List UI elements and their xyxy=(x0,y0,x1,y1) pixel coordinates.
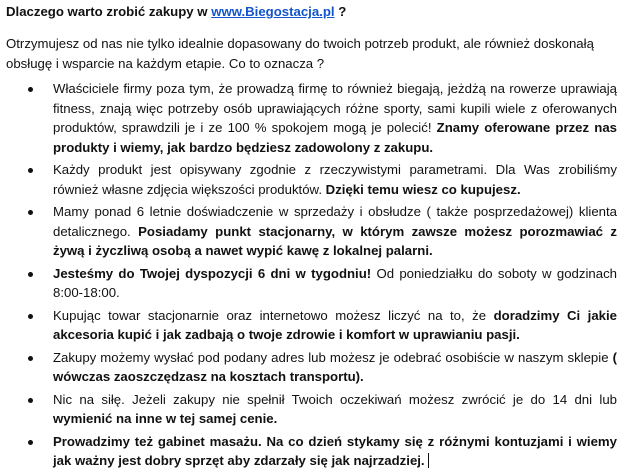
item-text: Mamy ponad 6 letnie doświadczenie w sprzedaży i obsłudze ( także posprzedażowej) klienta detalicznego. xyxy=(53,204,617,239)
item-text: Właściciele firmy poza tym, że prowadzą firmę to również biegają, jeżdżą na rowerze uprawiają fitness, znają więc potrzeby osób uprawiających różne sporty, sami kupili wiele z oferowanych produktów, sprawdzili je i ze 100 % spokojem mogą je polecić! xyxy=(53,81,617,135)
item-bold-text: Prowadzimy też gabinet masażu. Na co dzień stykamy się z różnymi kontuzjami i wiemy jak ważny jest dobry sprzęt aby zdarzały się jak najrzadziej. xyxy=(53,433,617,468)
item-bold-text: Posiadamy punkt stacjonarny, w którym zawsze możesz porozmawiać z żywą i życzliwą osobą a nawet wypić kawę z lokalnej palarni. xyxy=(53,223,617,258)
item-bold-text: wymienić na inne w tej samej cenie. xyxy=(53,411,278,426)
site-link[interactable]: www.Biegostacja.pl xyxy=(211,4,335,19)
bullet-icon xyxy=(28,314,33,319)
text-cursor xyxy=(428,453,429,468)
bullet-icon xyxy=(28,398,33,403)
list-item xyxy=(0,306,631,345)
list-item xyxy=(0,264,631,303)
benefits-list xyxy=(0,79,631,474)
item-text: Kupując towar stacjonarnie oraz internetowo możesz liczyć na to, że xyxy=(53,307,494,323)
list-item xyxy=(0,202,631,261)
page-title xyxy=(6,3,346,20)
bullet-icon xyxy=(28,272,33,277)
item-bold-text: doradzimy Ci jakie akcesoria kupić i jak zadbają o twoje zdrowie i komfort w uprawianiu pasji. xyxy=(53,307,618,342)
list-item xyxy=(0,348,631,387)
item-text: Od poniedziałku do soboty w godzinach 8:00-18:00. xyxy=(53,265,617,300)
bullet-icon xyxy=(28,87,33,92)
item-text: Nic na siłę. Jeżeli zakupy nie spełnił Twoich oczekiwań możesz zwrócić je do 14 dni lub xyxy=(53,391,617,407)
bullet-icon xyxy=(28,168,33,173)
heading-prefix: Dlaczego warto zrobić zakupy w xyxy=(6,4,212,19)
item-bold-text: Jesteśmy do Twojej dyspozycji 6 dni w tygodniu! xyxy=(53,265,372,281)
list-item xyxy=(0,390,631,429)
item-bold-text: Dzięki temu wiesz co kupujesz. xyxy=(325,181,521,197)
list-item xyxy=(0,160,631,199)
heading-suffix: ? xyxy=(334,4,347,19)
intro-paragraph: Otrzymujesz od nas nie tylko idealnie dopasowany do twoich potrzeb produkt, ale również doskonałą obsługę i wsparcie na każdym etapie. Co to oznacza ? xyxy=(6,36,594,71)
bullet-icon xyxy=(28,440,33,445)
bullet-icon xyxy=(28,210,33,215)
item-text: Zakupy możemy wysłać pod podany adres lub możesz je odebrać osobiście w naszym sklepie xyxy=(53,349,613,365)
bullet-icon xyxy=(28,356,33,361)
list-item xyxy=(0,79,631,157)
item-bold-text: ( wówczas zaoszczędzasz na kosztach transportu). xyxy=(53,349,617,384)
list-item xyxy=(0,432,631,471)
item-bold-text: Znamy oferowane przez nas produkty i wiemy, jak bardzo będziesz zadowolony z zakupu. xyxy=(53,120,617,155)
item-text: Każdy produkt jest opisywany zgodnie z rzeczywistymi parametrami. Dla Was zrobiliśmy również własne zdjęcia większości produktów. xyxy=(53,162,617,197)
